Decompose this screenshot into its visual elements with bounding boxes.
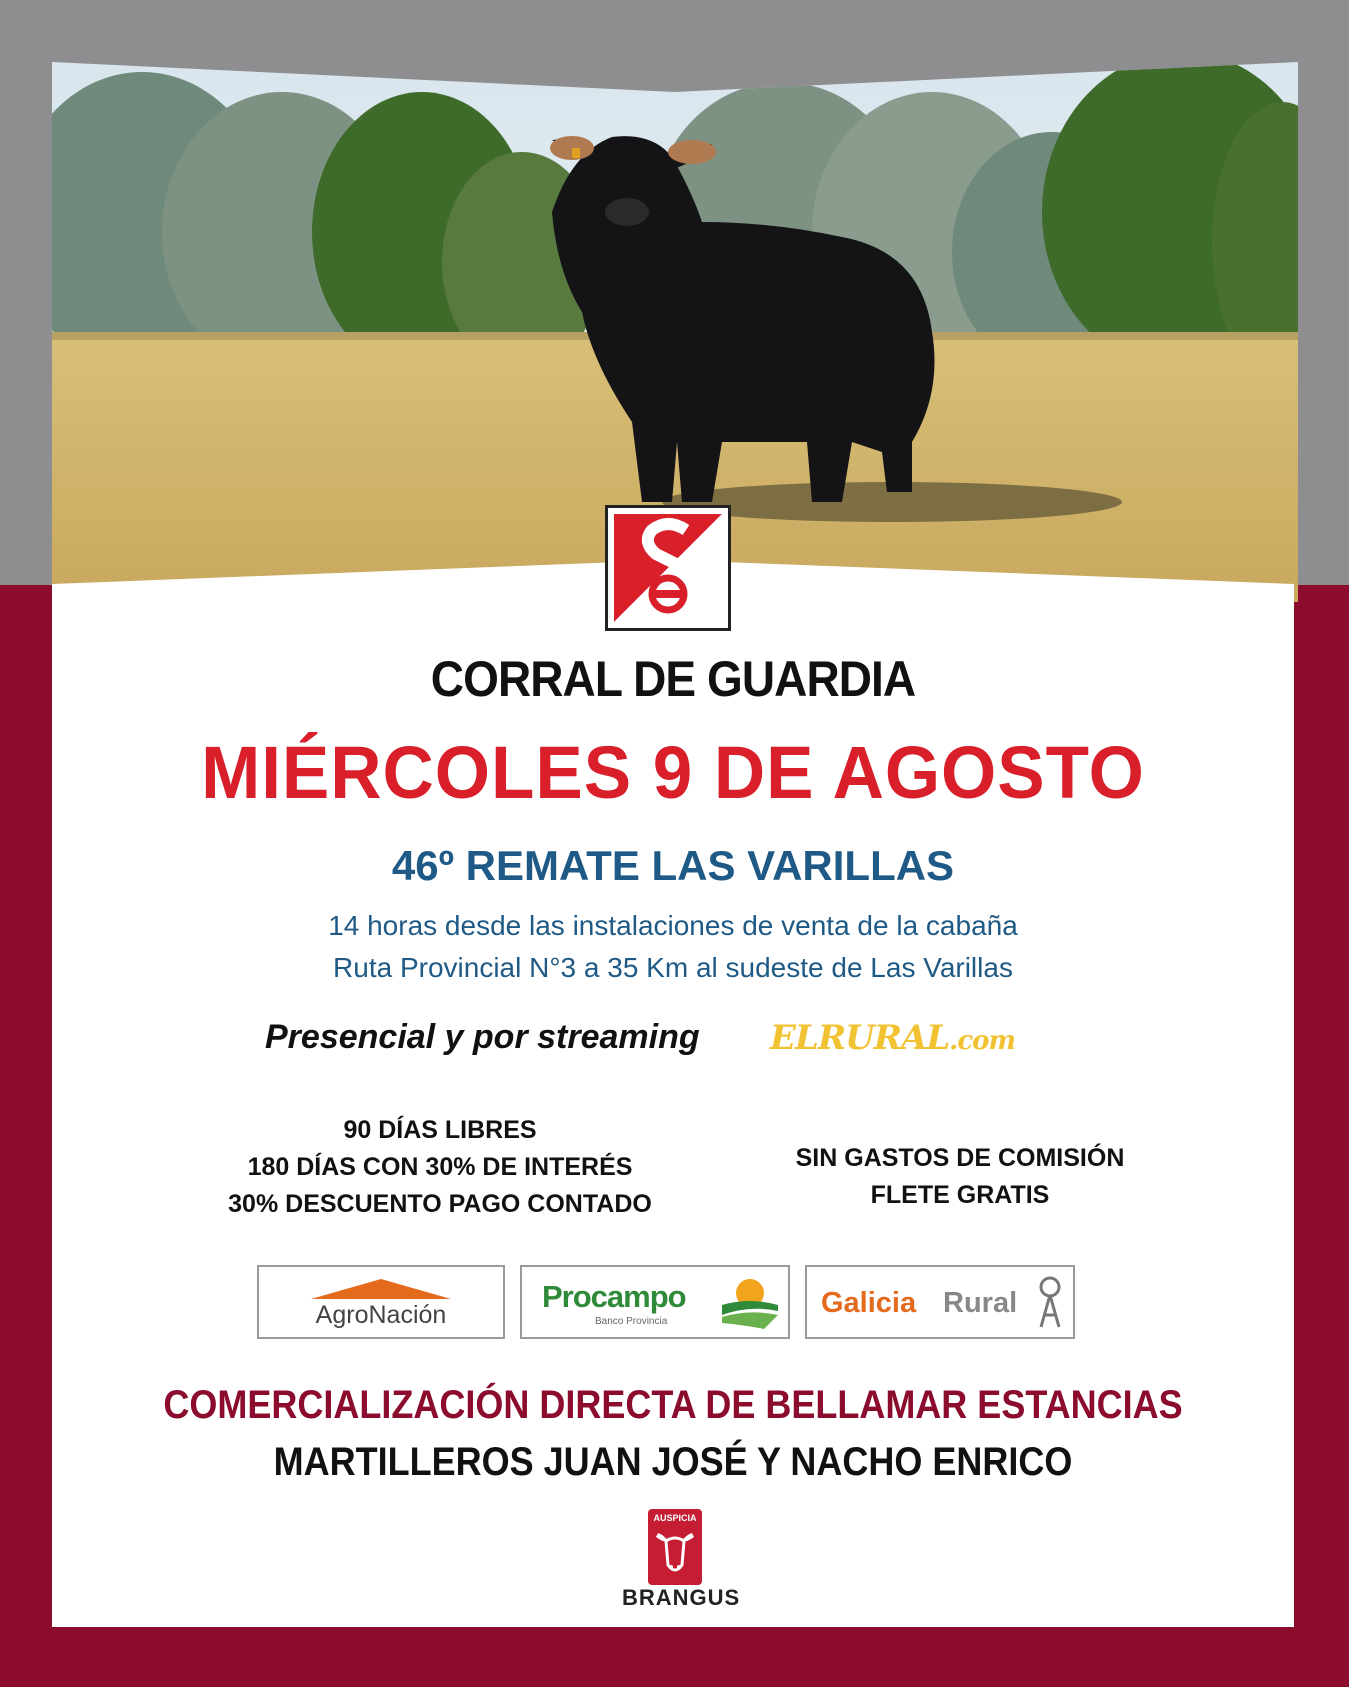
procampo-field-icon — [720, 1275, 780, 1331]
streaming-text: Presencial y por streaming — [265, 1018, 700, 1056]
term-cash-discount: 30% DESCUENTO PAGO CONTADO — [228, 1190, 652, 1218]
elrural-brand: ELRURAL — [770, 1018, 950, 1058]
benefit-free-freight: FLETE GRATIS — [870, 1181, 1050, 1209]
agronacion-label: AgroNación — [315, 1301, 447, 1329]
brangus-label: BRANGUS — [622, 1585, 741, 1610]
galicia-label: Galicia — [821, 1287, 917, 1319]
sponsor-procampo — [520, 1265, 790, 1339]
extra-benefits — [740, 1140, 1180, 1214]
bull-head-icon — [654, 1529, 696, 1579]
remate-title: 46º REMATE LAS VARILLAS — [391, 842, 955, 889]
event-date: MIÉRCOLES 9 DE AGOSTO — [201, 731, 1145, 814]
rural-label: Rural — [943, 1287, 1018, 1319]
payment-terms — [200, 1112, 680, 1223]
elrural-logo — [770, 1018, 1015, 1058]
term-180-days: 180 DÍAS CON 30% DE INTERÉS — [247, 1153, 633, 1181]
event-route: Ruta Provincial N°3 a 35 Km al sudeste de Las Varillas — [333, 952, 1013, 983]
auctioneers-line: MARTILLEROS JUAN JOSÉ Y NACHO ENRICO — [273, 1440, 1073, 1484]
term-90-days: 90 DÍAS LIBRES — [343, 1116, 537, 1144]
procampo-label: Procampo — [542, 1279, 686, 1314]
sponsor-galicia-rural — [805, 1265, 1075, 1339]
event-time-location: 14 horas desde las instalaciones de venta de la cabaña — [328, 910, 1018, 941]
elrural-domain: .com — [949, 1026, 1016, 1056]
commercialization-line: COMERCIALIZACIÓN DIRECTA DE BELLAMAR ESTANCIAS — [163, 1383, 1183, 1427]
brangus-badge — [648, 1509, 702, 1585]
windmill-icon — [1033, 1275, 1067, 1331]
benefit-no-commission: SIN GASTOS DE COMISIÓN — [795, 1144, 1125, 1172]
auspicia-label: AUSPICIA — [653, 1513, 697, 1523]
procampo-sublabel: Banco Provincia — [595, 1316, 668, 1327]
sponsor-agronacion — [257, 1265, 505, 1339]
ranch-title: CORRAL DE GUARDIA — [430, 651, 916, 707]
s-brand-logo-icon — [605, 505, 731, 631]
brangus-sponsor-logo — [622, 1505, 741, 1615]
agronacion-roof-icon — [311, 1277, 451, 1301]
